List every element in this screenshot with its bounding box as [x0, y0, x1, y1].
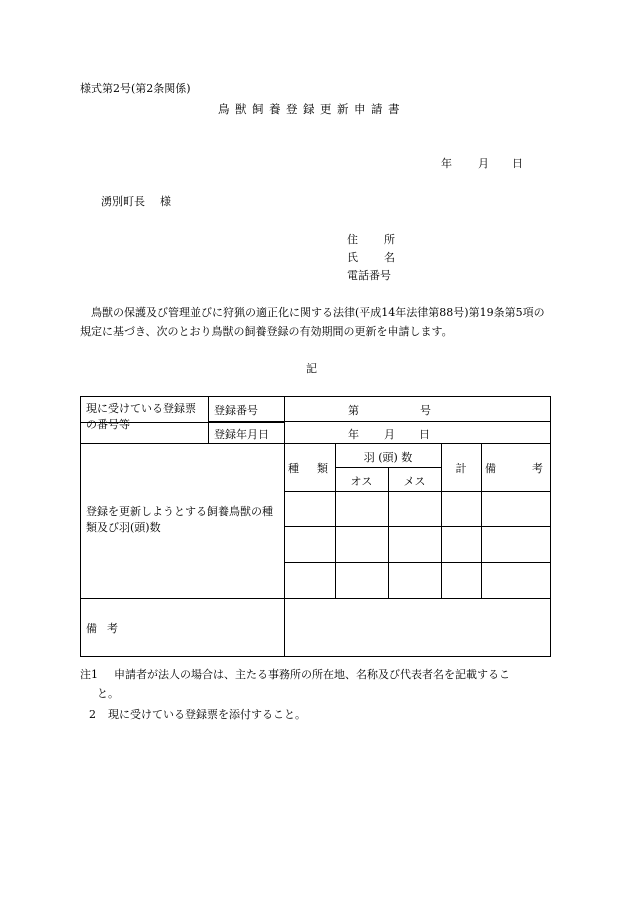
note-1-continued: と。 — [97, 687, 119, 700]
registration-number-dai: 第 — [348, 404, 359, 417]
registration-date-month: 月 — [384, 428, 395, 441]
note-2: 2 現に受けている登録票を添付すること。 — [89, 708, 306, 721]
registration-number-go: 号 — [420, 404, 431, 417]
application-statement: 鳥獣の保護及び管理並びに狩猟の適正化に関する法律(平成14年法律第88号)第19条第5項の規定に基づき、次のとおり鳥獣の飼養登録の有効期間の更新を申請します。 — [80, 306, 545, 338]
remarks-header: 備 考 — [485, 462, 543, 475]
application-table — [80, 396, 551, 657]
remarks-row-label: 備 考 — [86, 622, 118, 635]
ki-marker: 記 — [306, 362, 317, 375]
count-header: 羽 (頭) 数 — [363, 451, 413, 464]
applicant-phone-label: 電話番号 — [347, 269, 391, 282]
registration-date-day: 日 — [419, 428, 430, 441]
applicant-name-label: 氏 名 — [347, 251, 395, 264]
current-registration-label: 現に受けている登録票の番号等 — [86, 402, 196, 431]
recipient-honorific: 様 — [160, 195, 171, 208]
renewal-animals-label: 登録を更新しようとする飼養鳥獣の種類及び羽(頭)数 — [86, 505, 273, 534]
date-year-label: 年 — [441, 157, 452, 170]
form-label: 様式第2号(第2条関係) — [80, 82, 191, 95]
registration-number-label: 登録番号 — [214, 404, 258, 417]
kind-header: 種 類 — [288, 462, 328, 475]
total-header: 計 — [455, 462, 467, 475]
registration-date-year: 年 — [348, 428, 359, 441]
applicant-address-label: 住 所 — [347, 233, 395, 246]
date-day-label: 日 — [512, 157, 523, 170]
registration-date-label: 登録年月日 — [214, 428, 269, 441]
female-header: メス — [403, 475, 426, 488]
document-title: 鳥獣飼養登録更新申請書 — [218, 102, 405, 116]
date-month-label: 月 — [478, 157, 489, 170]
note-1: 注1 申請者が法人の場合は、主たる事務所の所在地、名称及び代表者名を記載するこ — [80, 668, 510, 681]
male-header: オス — [350, 475, 373, 488]
recipient-name: 湧別町長 — [101, 195, 145, 208]
